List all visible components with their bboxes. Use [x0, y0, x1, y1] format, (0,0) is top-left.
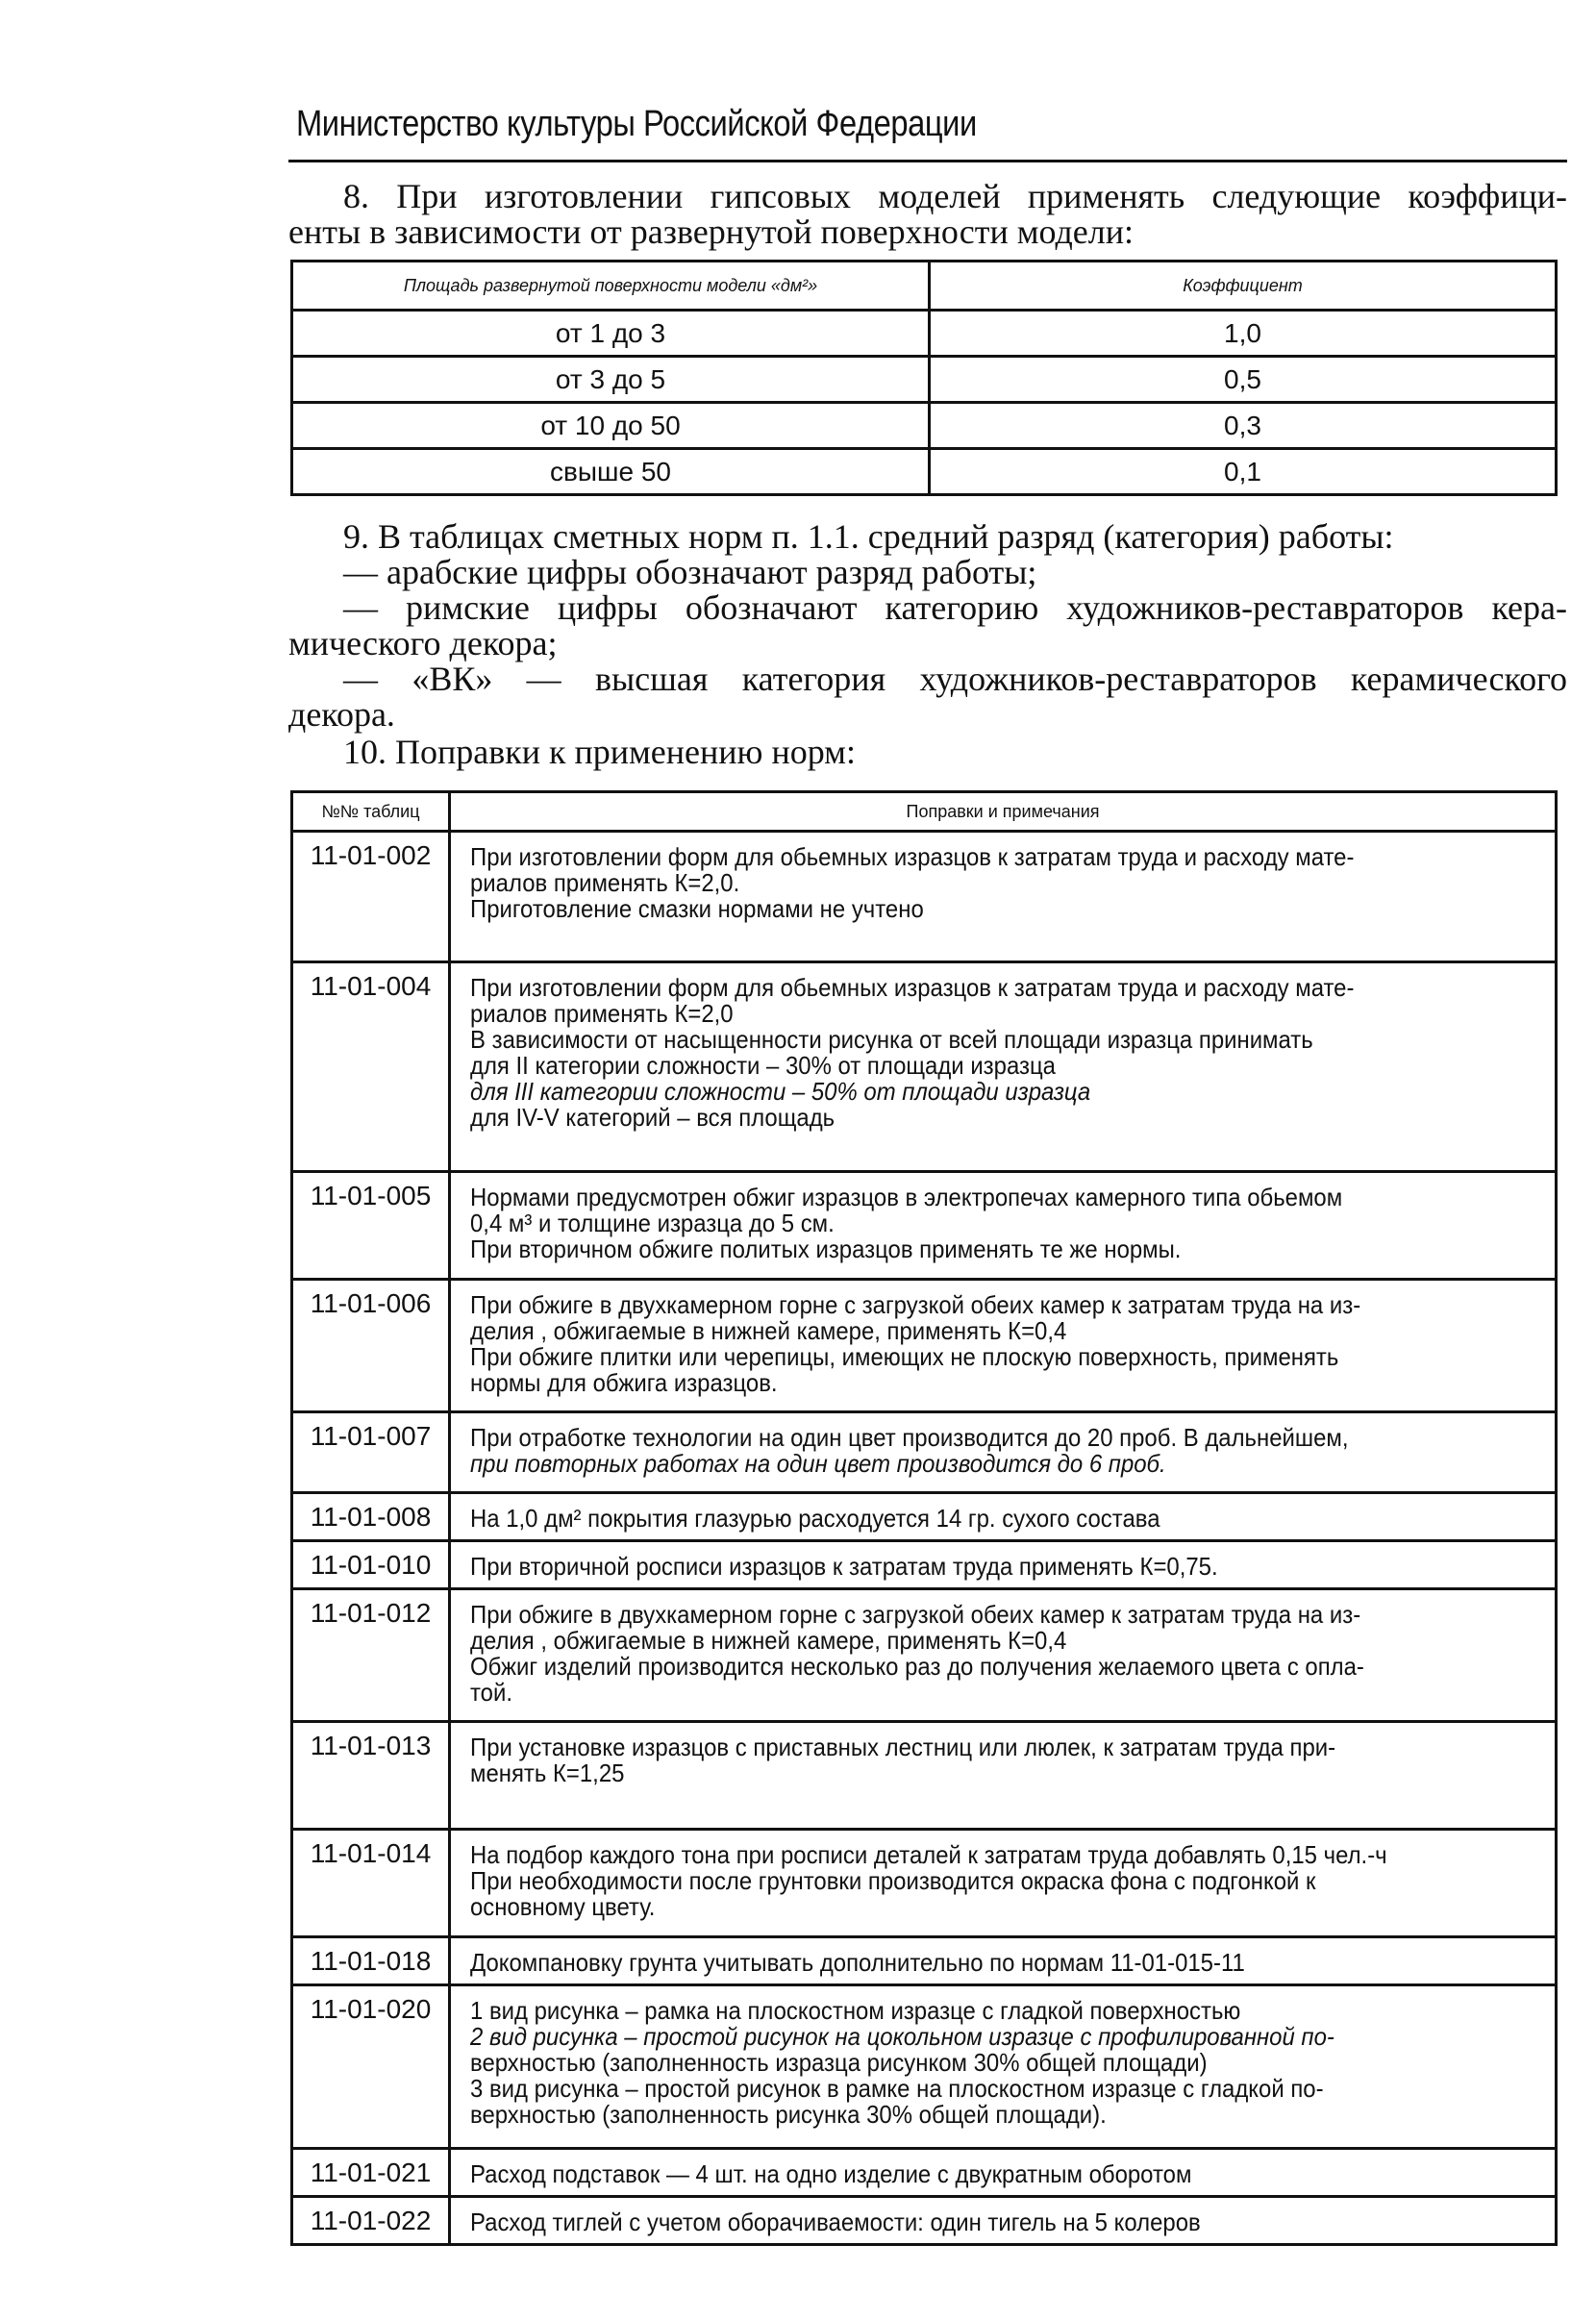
amendment-line: менять К=1,25 — [470, 1759, 625, 1787]
amendment-cell — [450, 1541, 1557, 1589]
table-row — [292, 2149, 1557, 2197]
table-row — [292, 403, 1557, 449]
table-number-cell: 11-01-022 — [292, 2197, 450, 2245]
amendment-line: риалов применять К=2,0 — [470, 999, 734, 1028]
table-number-cell: 11-01-004 — [292, 962, 450, 1172]
amendment-line: При отработке технологии на один цвет производится до 20 проб. В дальнейшем, — [470, 1423, 1349, 1452]
amendment-line: для IV-V категорий – вся площадь — [470, 1103, 835, 1132]
table-row — [292, 2197, 1557, 2245]
amendment-line: При обжиге плитки или черепицы, имеющих не плоскую поверхность, применять — [470, 1342, 1339, 1371]
amendment-line: При изготовлении форм для обьемных изразцов к затратам труда и расходу мате- — [470, 973, 1355, 1002]
section9-item1: — арабские цифры обозначают разряд работы; — [343, 553, 1037, 591]
amendment-line: При установке изразцов с приставных лестниц или люлек, к затратам труда при- — [470, 1733, 1336, 1761]
amendment-cell — [450, 2197, 1557, 2245]
amendment-line: делия , обжигаемые в нижней камере, применять К=0,4 — [470, 1626, 1067, 1655]
amendment-line: При изготовлении форм для обьемных изразцов к затратам труда и расходу мате- — [470, 842, 1355, 871]
amendment-cell — [450, 1280, 1557, 1412]
table-row — [292, 1172, 1557, 1280]
page-header: Министерство культуры Российской Федерации — [296, 104, 977, 144]
table-header-row — [292, 262, 1557, 311]
amendment-line: Приготовление смазки нормами не учтено — [470, 894, 924, 923]
amendment-line: для III категории сложности – 50% от площади изразца — [470, 1077, 1091, 1106]
header-rule — [288, 160, 1567, 162]
coefficient-cell: 1,0 — [930, 311, 1557, 357]
amendment-line: верхностью (заполненность изразца рисунком 30% общей площади) — [470, 2048, 1208, 2077]
amendment-cell — [450, 1172, 1557, 1280]
table-row — [292, 1937, 1557, 1985]
amendment-cell — [450, 1412, 1557, 1493]
amendment-line: основному цвету. — [470, 1892, 656, 1921]
table-number-cell: 11-01-020 — [292, 1985, 450, 2149]
amendment-line: Обжиг изделий производится несколько раз до получения желаемого цвета с опла- — [470, 1652, 1364, 1681]
amendment-line: 2 вид рисунка – простой рисунок на цокольном изразце с профилированной по- — [470, 2022, 1334, 2051]
area-cell: от 3 до 5 — [292, 357, 930, 403]
amendment-line: На подбор каждого тона при росписи деталей к затратам труда добавлять 0,15 чел.-ч — [470, 1840, 1387, 1869]
table-row — [292, 1541, 1557, 1589]
table-row — [292, 449, 1557, 495]
section8-line2: енты в зависимости от развернутой поверхности модели: — [288, 212, 1134, 251]
table-row — [292, 1985, 1557, 2149]
table-number-cell: 11-01-013 — [292, 1722, 450, 1830]
amendment-line: При необходимости после грунтовки производится окраска фона с подгонкой к — [470, 1866, 1316, 1895]
amendment-line: При обжиге в двухкамерном горне с загрузкой обеих камер к затратам труда на из- — [470, 1290, 1361, 1319]
area-cell: свыше 50 — [292, 449, 930, 495]
section8-line1: 8. При изготовлении гипсовых моделей применять следующие коэффици- — [343, 177, 1567, 215]
table-row — [292, 1280, 1557, 1412]
area-cell: от 10 до 50 — [292, 403, 930, 449]
table-row — [292, 1830, 1557, 1937]
amendment-line: для II категории сложности – 30% от площади изразца — [470, 1051, 1056, 1080]
amendment-cell — [450, 1589, 1557, 1722]
table-row — [292, 311, 1557, 357]
amendment-line: верхностью (заполненность рисунка 30% общей площади). — [470, 2100, 1107, 2129]
amendment-line: В зависимости от насыщенности рисунка от всей площади изразца принимать — [470, 1025, 1313, 1054]
section9-intro: 9. В таблицах сметных норм п. 1.1. средний разряд (категория) работы: — [343, 517, 1394, 556]
section9-item2-line1: — римские цифры обозначают категорию художников-реставраторов кера- — [343, 588, 1567, 627]
amendment-cell — [450, 1937, 1557, 1985]
amendment-cell — [450, 1985, 1557, 2149]
coefficient-cell: 0,5 — [930, 357, 1557, 403]
coefficient-cell: 0,1 — [930, 449, 1557, 495]
table-number-cell: 11-01-006 — [292, 1280, 450, 1412]
table-row — [292, 1493, 1557, 1541]
table-number-cell: 11-01-018 — [292, 1937, 450, 1985]
amendment-line: той. — [470, 1678, 513, 1707]
table-number-cell: 11-01-014 — [292, 1830, 450, 1937]
amendment-line: Нормами предусмотрен обжиг изразцов в электропечах камерного типа обьемом — [470, 1183, 1343, 1211]
amendment-line: 0,4 м³ и толщине изразца до 5 см. — [470, 1209, 835, 1237]
amendment-line: При обжиге в двухкамерном горне с загрузкой обеих камер к затратам труда на из- — [470, 1600, 1361, 1629]
table-number-cell: 11-01-010 — [292, 1541, 450, 1589]
amendment-cell — [450, 1830, 1557, 1937]
section9-item3-line1: — «ВК» — высшая категория художников-реставраторов керамического — [343, 660, 1567, 698]
amendment-line: При вторичной росписи изразцов к затратам труда применять К=0,75. — [470, 1552, 1218, 1581]
table-number-cell: 11-01-007 — [292, 1412, 450, 1493]
table-number-cell: 11-01-005 — [292, 1172, 450, 1280]
amendments-table — [290, 790, 1558, 2246]
amendment-line: Расход подставок — 4 шт. на одно изделие с двукратным оборотом — [470, 2159, 1192, 2188]
table-row — [292, 962, 1557, 1172]
amendment-line: Докомпановку грунта учитывать дополнительно по нормам 11-01-015-11 — [470, 1948, 1245, 1977]
table-row — [292, 1412, 1557, 1493]
amendment-line: На 1,0 дм² покрытия глазурью расходуется 14 гр. сухого состава — [470, 1504, 1160, 1533]
amendment-line: При вторичном обжиге политых изразцов применять те же нормы. — [470, 1235, 1182, 1263]
table-row — [292, 1722, 1557, 1830]
section9-item3-line2: декора. — [288, 695, 395, 734]
coefficient-cell: 0,3 — [930, 403, 1557, 449]
amendment-cell — [450, 962, 1557, 1172]
amendment-cell — [450, 1493, 1557, 1541]
col-header-coefficient: Коэффициент — [930, 262, 1557, 311]
coefficient-table — [290, 260, 1558, 496]
amendment-cell — [450, 1722, 1557, 1830]
amendment-line: делия , обжигаемые в нижней камере, применять К=0,4 — [470, 1316, 1067, 1345]
table-header-row — [292, 792, 1557, 832]
table-row — [292, 1589, 1557, 1722]
col-header-area: Площадь развернутой поверхности модели «дм²» — [292, 262, 930, 311]
col-header-table-numbers: №№ таблиц — [292, 792, 450, 832]
table-row — [292, 832, 1557, 962]
amendment-line: при повторных работах на один цвет производится до 6 проб. — [470, 1449, 1166, 1478]
amendment-line: Расход тиглей с учетом оборачиваемости: один тигель на 5 колеров — [470, 2208, 1201, 2236]
amendment-line: 3 вид рисунка – простой рисунок в рамке на плоскостном изразце с гладкой по- — [470, 2074, 1324, 2103]
amendment-line: риалов применять К=2,0. — [470, 868, 740, 897]
table-row — [292, 357, 1557, 403]
table-number-cell: 11-01-008 — [292, 1493, 450, 1541]
amendment-line: нормы для обжига изразцов. — [470, 1368, 778, 1397]
section10-title: 10. Поправки к применению норм: — [343, 733, 856, 771]
area-cell: от 1 до 3 — [292, 311, 930, 357]
table-number-cell: 11-01-021 — [292, 2149, 450, 2197]
table-number-cell: 11-01-002 — [292, 832, 450, 962]
amendment-cell — [450, 832, 1557, 962]
amendment-line: 1 вид рисунка – рамка на плоскостном изразце с гладкой поверхностью — [470, 1996, 1241, 2025]
section9-item2-line2: мического декора; — [288, 624, 558, 662]
amendment-cell — [450, 2149, 1557, 2197]
table-number-cell: 11-01-012 — [292, 1589, 450, 1722]
col-header-amendments: Поправки и примечания — [450, 792, 1557, 832]
